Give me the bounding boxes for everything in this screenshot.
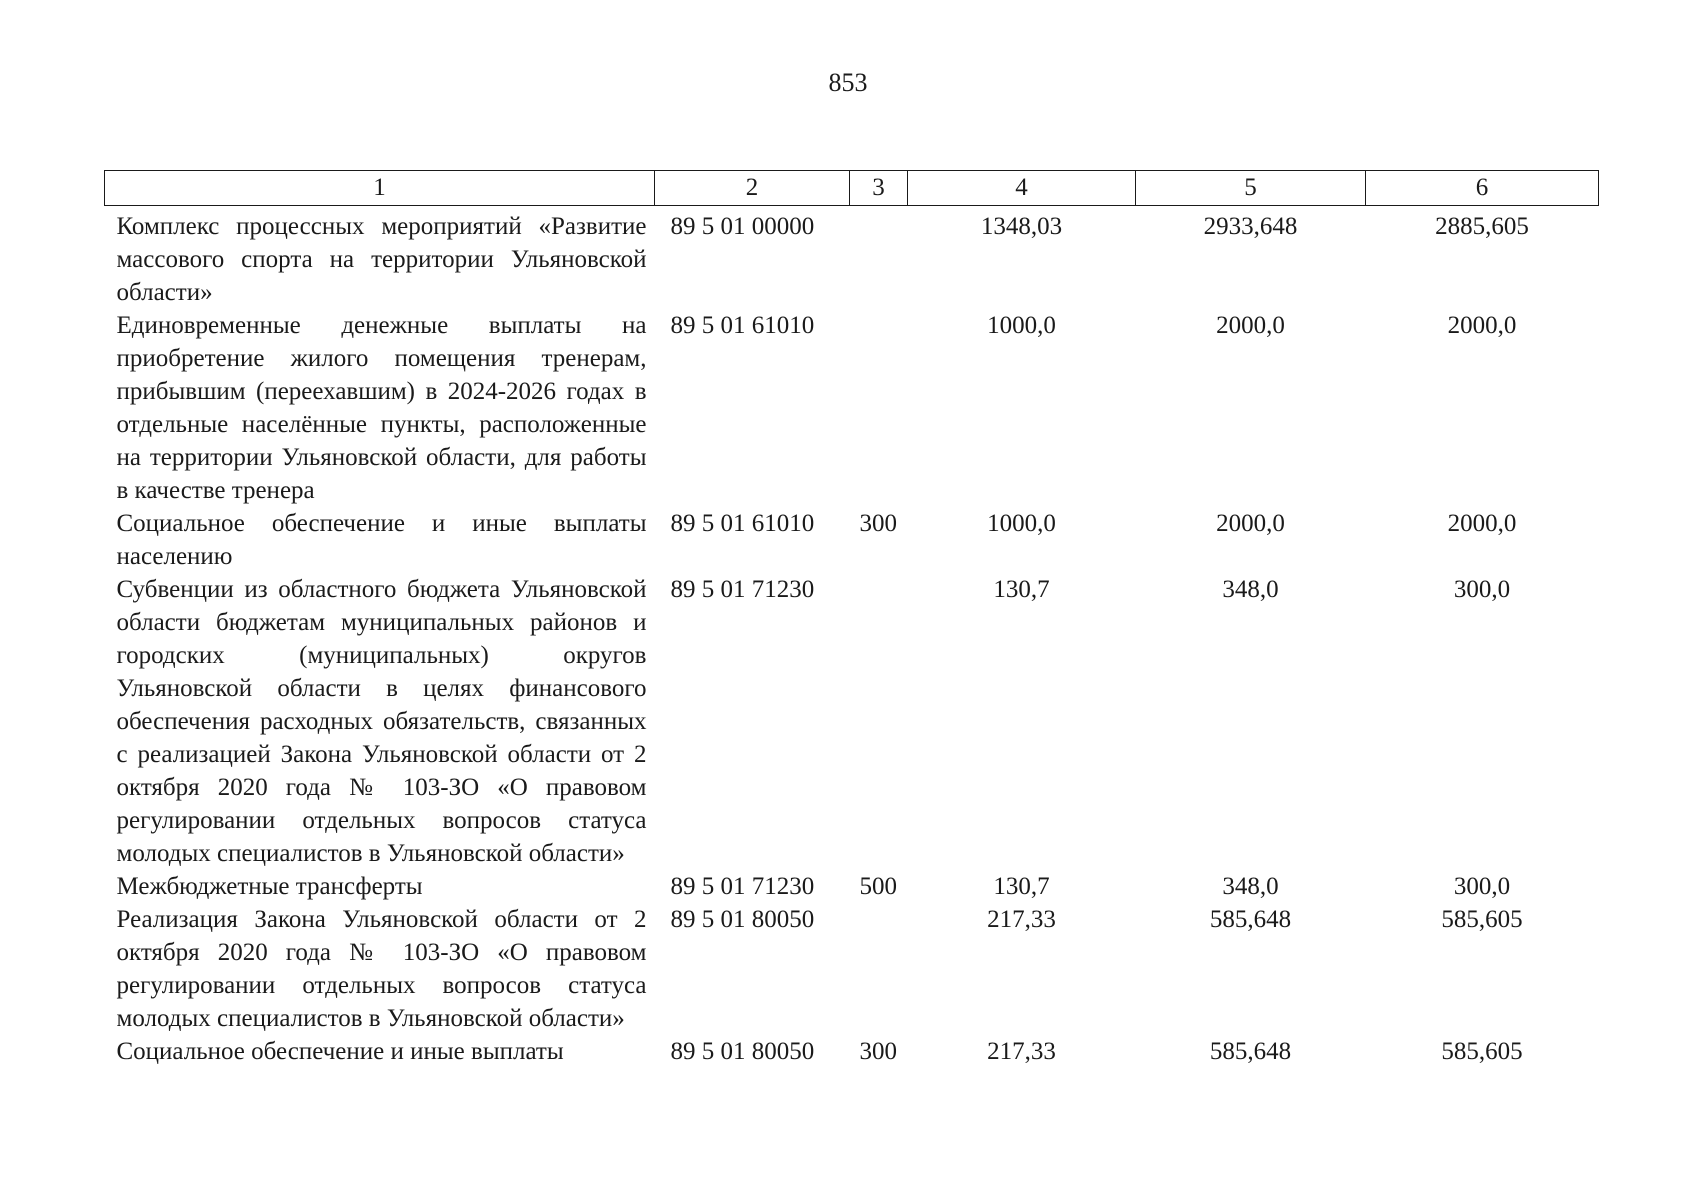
page-number: 853: [828, 68, 868, 97]
amount-col6: 300,0: [1453, 576, 1511, 603]
amount-col5: 2000,0: [1216, 312, 1285, 339]
expense-code: 89 5 01 80050: [670, 1038, 815, 1065]
expense-type: [850, 573, 908, 870]
table-row: [105, 903, 1599, 1035]
amount-col6: 585,605: [1441, 906, 1523, 933]
amount-col6: 585,605: [1441, 1038, 1523, 1065]
expense-name: Социальное обеспечение и иные выплаты населению: [116, 510, 647, 570]
column-header: 2: [655, 171, 850, 206]
amount-col6: 2000,0: [1447, 312, 1517, 339]
expense-type: [850, 206, 908, 310]
expense-name: Межбюджетные трансферты: [116, 873, 423, 900]
expense-code: 89 5 01 71230: [670, 576, 815, 603]
column-header: 1: [105, 171, 655, 206]
expense-type: [850, 903, 908, 1035]
column-header: 5: [1136, 171, 1366, 206]
column-header: 3: [850, 171, 908, 206]
table-row: [105, 573, 1599, 870]
amount-col4: 1348,03: [980, 213, 1063, 240]
expense-name: Единовременные денежные выплаты на приобретение жилого помещения тренерам, прибывшим (переехавшим) в 2024-2026 годах в отдельные населённые пункты, расположенные на территории Ульяновской области, для работы в качестве тренера: [116, 312, 647, 504]
amount-col5: 2933,648: [1203, 213, 1298, 240]
expense-type: [850, 309, 908, 507]
table-row: [105, 870, 1599, 903]
expense-code: 89 5 01 00000: [670, 213, 815, 240]
amount-col6: 2000,0: [1447, 510, 1517, 537]
expense-name: Комплекс процессных мероприятий «Развитие массового спорта на территории Ульяновской области»: [116, 213, 647, 306]
amount-col4: 217,33: [987, 1038, 1056, 1065]
table-row: [105, 507, 1599, 573]
expense-code: 89 5 01 61010: [670, 312, 815, 339]
amount-col6: 300,0: [1453, 873, 1511, 900]
expense-code: 89 5 01 71230: [670, 873, 815, 900]
amount-col4: 1000,0: [987, 510, 1056, 537]
amount-col5: 348,0: [1222, 576, 1279, 603]
amount-col4: 130,7: [993, 576, 1050, 603]
expense-type: 500: [859, 873, 897, 900]
amount-col5: 2000,0: [1216, 510, 1285, 537]
expense-name: Реализация Закона Ульяновской области от 2 октября 2020 года № 103-ЗО «О правовом регулировании отдельных вопросов статуса молодых специалистов в Ульяновской области»: [116, 906, 647, 1032]
amount-col4: 130,7: [993, 873, 1050, 900]
expense-name: Социальное обеспечение и иные выплаты: [116, 1038, 564, 1065]
table-row: [105, 206, 1599, 310]
table-row: [105, 309, 1599, 507]
amount-col5: 348,0: [1222, 873, 1279, 900]
expense-type: 300: [859, 1038, 897, 1065]
table-row: [105, 1035, 1599, 1068]
expense-name: Субвенции из областного бюджета Ульяновской области бюджетам муниципальных районов и городских (муниципальных) округов Ульяновской области в целях финансового обеспечения расходных обязательств, связанных с реализацией Закона Ульяновской области от 2 октября 2020 года № 103-ЗО «О правовом регулировании отдельных вопросов статуса молодых специалистов в Ульяновской области»: [116, 576, 647, 867]
column-header: 6: [1366, 171, 1599, 206]
budget-table: [104, 170, 1599, 1068]
amount-col6: 2885,605: [1435, 213, 1529, 240]
expense-type: 300: [859, 510, 897, 537]
amount-col5: 585,648: [1209, 906, 1292, 933]
expense-code: 89 5 01 61010: [670, 510, 815, 537]
expense-code: 89 5 01 80050: [670, 906, 815, 933]
column-header: 4: [908, 171, 1136, 206]
amount-col4: 217,33: [987, 906, 1056, 933]
table-header: [105, 171, 1599, 206]
amount-col5: 585,648: [1209, 1038, 1292, 1065]
amount-col4: 1000,0: [987, 312, 1056, 339]
table-body: [105, 206, 1599, 1069]
